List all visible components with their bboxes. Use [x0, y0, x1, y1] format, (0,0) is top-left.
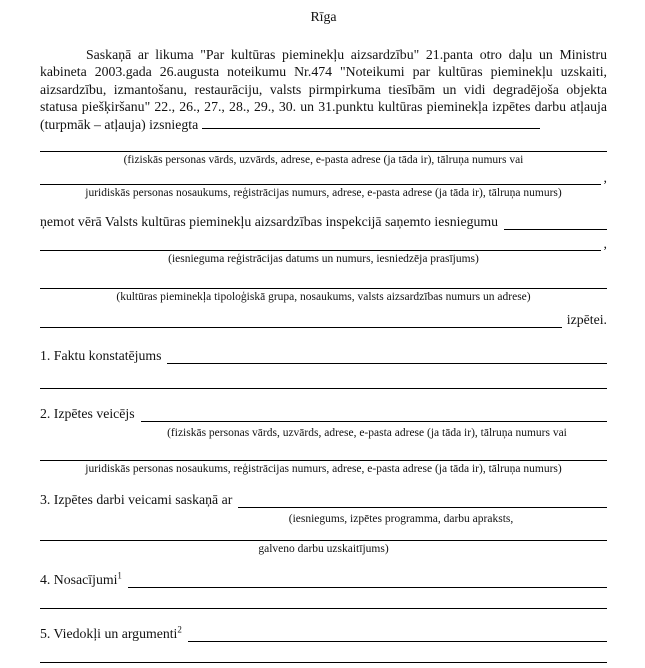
item-2-blank-line — [40, 445, 607, 461]
blank-rule — [128, 571, 607, 588]
clause-iesniegums-row — [40, 213, 607, 233]
blank-rule — [40, 311, 562, 328]
item-4-row — [40, 571, 607, 591]
blank-rule — [504, 213, 607, 230]
blank-rule — [40, 169, 601, 185]
item-1-blank-line — [40, 371, 607, 389]
item-3-caption-2: galveno darbu uzskaitījums) — [258, 542, 389, 555]
blank-rule — [40, 273, 607, 289]
item-5-row — [40, 625, 607, 645]
blank-rule — [238, 491, 607, 508]
recipient-caption-1: (fiziskās personas vārds, uzvārds, adrese, e-pasta adrese (ja tāda ir), tālruņa numurs vai — [123, 153, 524, 166]
intro-paragraph — [40, 46, 607, 134]
blank-rule — [40, 445, 607, 461]
blank-rule — [40, 595, 607, 609]
iesniegums-caption: (iesnieguma reģistrācijas datums un numurs, iesniedzēja prasījums) — [168, 252, 479, 265]
clause-iesniegums-text: ņemot vērā Valsts kultūras pieminekļu aizsardzības inspekcijā saņemto iesniegumu — [40, 213, 498, 229]
blank-rule — [141, 405, 607, 422]
recipient-caption-2: juridiskās personas nosaukums, reģistrācijas numurs, adrese, e-pasta adrese (ja tāda ir), tālruņa numurs) — [85, 186, 562, 199]
item-4-blank-line — [40, 595, 607, 609]
blank-rule — [188, 625, 607, 642]
item-2-caption-2: juridiskās personas nosaukums, reģistrācijas numurs, adrese, e-pasta adrese (ja tāda ir), tālruņa numurs) — [85, 462, 562, 475]
blank-rule — [40, 371, 607, 389]
intro-paragraph-text: Saskaņā ar likuma "Par kultūras pieminekļu aizsardzību" 21.panta otro daļu un Ministru kabineta 2003.gada 26.augusta noteikumu Nr.474 "Noteikumi par kultūras pieminekļu uzskaiti, aizsardzību, izmantošanu, restaurāciju, valsts pirmpirkuma tiesībām un vidi degradējoša objekta statusa piešķiršanu" 22., 26., 27., 28., 29., 30. un 31.punktu kultūras pieminekļa izpētes darbu atļauja (turpmāk – atļauja) izsniegta — [40, 46, 607, 132]
item-4-label-text: 4. Nosacījumi — [40, 571, 118, 587]
blank-rule — [40, 136, 607, 152]
recipient-blank-line-1 — [40, 136, 607, 152]
item-3-row — [40, 491, 607, 511]
item-5-label-text: 5. Viedokļi un argumenti — [40, 625, 178, 641]
monument-caption: (kultūras pieminekļa tipoloģiskā grupa, nosaukums, valsts aizsardzības numurs un adrese) — [116, 290, 531, 303]
izpetei-word: izpētei. — [566, 311, 607, 327]
blank-rule — [40, 235, 601, 251]
blank-rule — [40, 529, 607, 541]
item-3-blank-line — [40, 529, 607, 541]
monument-blank-line — [40, 273, 607, 289]
city-heading: Rīga — [310, 9, 337, 24]
item-5-footnote-ref: 2 — [177, 623, 182, 634]
item-1-label: 1. Faktu konstatējums — [40, 347, 162, 363]
trailing-comma: , — [603, 169, 607, 185]
item-2-label: 2. Izpētes veicējs — [40, 405, 135, 421]
item-3-caption-1: (iesniegums, izpētes programma, darbu apraksts, — [288, 512, 514, 525]
item-4-footnote-ref: 1 — [117, 569, 122, 580]
izpetei-row — [40, 311, 607, 331]
item-5-blank-line — [40, 649, 607, 663]
item-4-label — [40, 571, 128, 591]
item-1-row — [40, 347, 607, 367]
item-3-label: 3. Izpētes darbi veicami saskaņā ar — [40, 491, 233, 507]
trailing-comma: , — [603, 235, 607, 251]
recipient-blank-line-2 — [40, 169, 607, 185]
item-2-row — [40, 405, 607, 425]
recipient-inline-blank — [202, 116, 540, 129]
blank-rule — [167, 347, 607, 364]
item-5-label — [40, 625, 188, 645]
iesniegums-blank-line — [40, 235, 607, 251]
blank-rule — [40, 649, 607, 663]
item-2-caption-1: (fiziskās personas vārds, uzvārds, adrese, e-pasta adrese (ja tāda ir), tālruņa numurs vai — [167, 426, 567, 439]
